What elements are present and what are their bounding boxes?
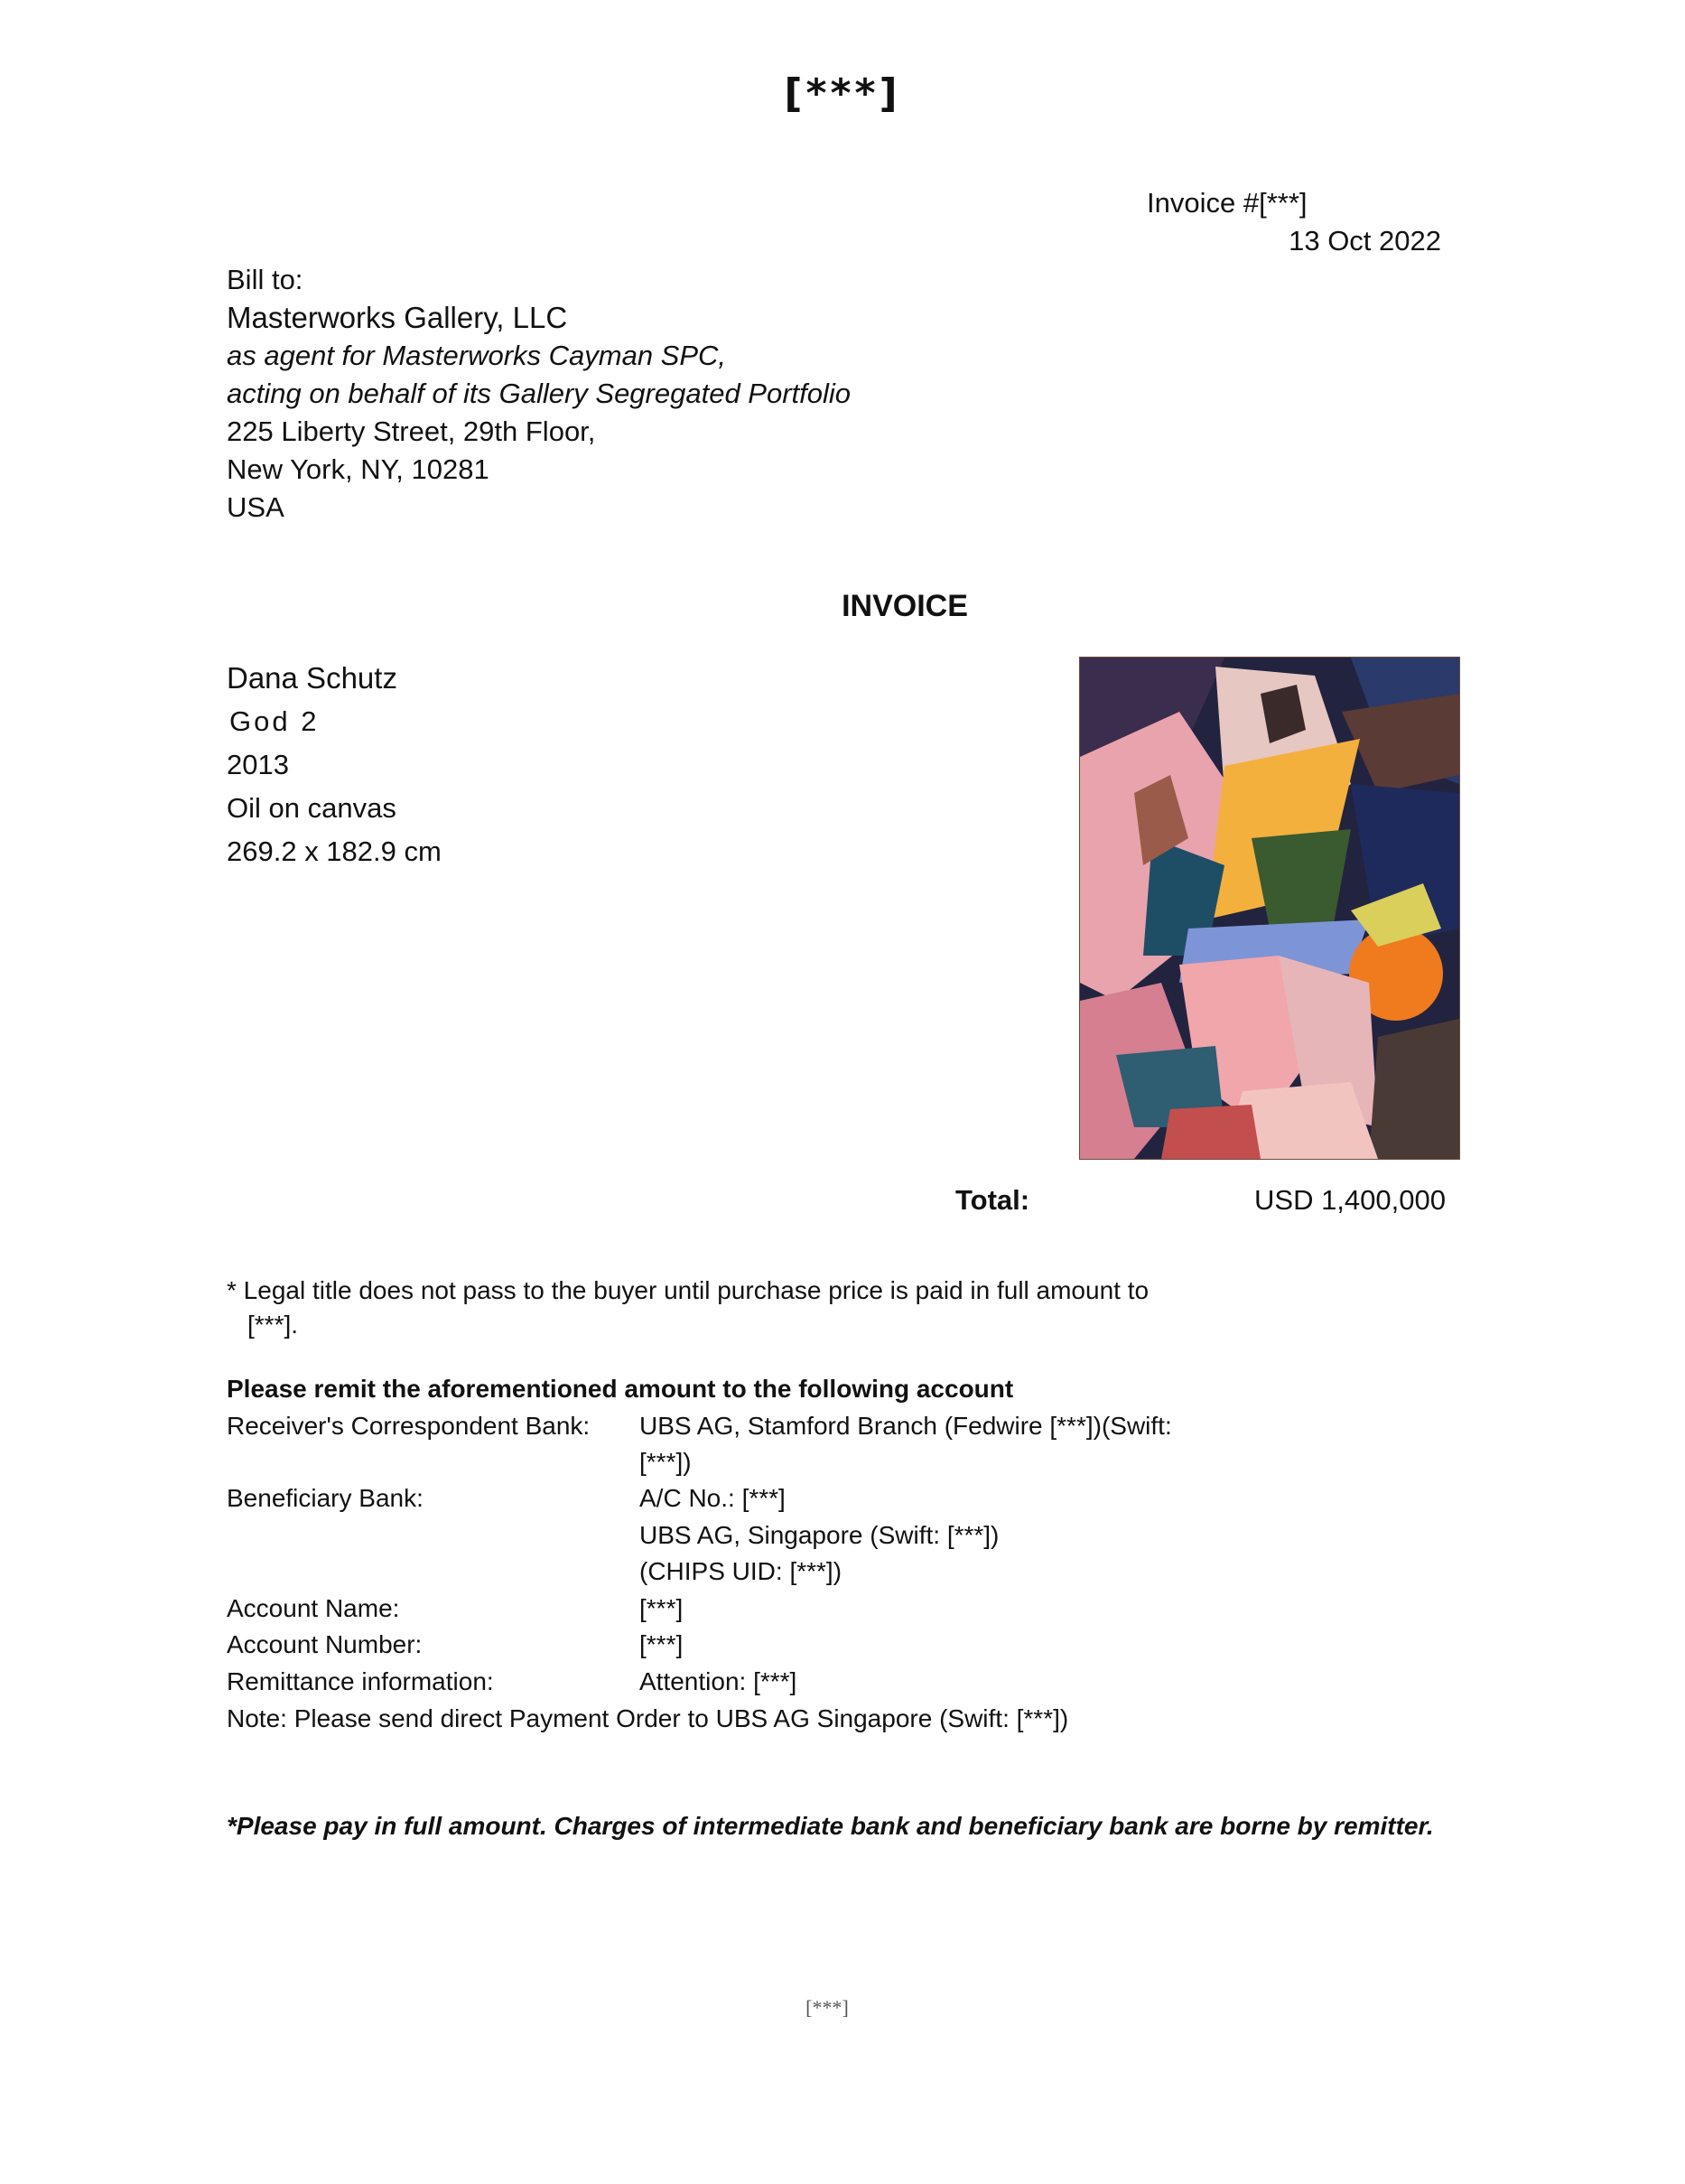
legal-note (227, 1274, 1149, 1342)
footer-redacted: [***] (805, 1996, 849, 2019)
bill-to-behalf-line: acting on behalf of its Gallery Segregated Portfolio (227, 378, 852, 409)
bill-to-company: Masterworks Gallery, LLC (227, 301, 568, 334)
total-amount: USD 1,400,000 (1254, 1184, 1446, 1216)
remittance-heading: Please remit the aforementioned amount to the following account (227, 1375, 1014, 1403)
letterhead-redacted: [***] (784, 70, 901, 117)
account-name-label: Account Name: (227, 1594, 400, 1622)
total-label: Total: (955, 1184, 1030, 1216)
beneficiary-bank-name: UBS AG, Singapore (Swift: [***]) (639, 1521, 1000, 1549)
beneficiary-bank-chips: (CHIPS UID: [***]) (639, 1557, 842, 1585)
invoice-number: Invoice #[***] (1147, 187, 1308, 219)
beneficiary-bank-label: Beneficiary Bank: (227, 1484, 424, 1512)
artwork-artist: Dana Schutz (227, 661, 397, 695)
artwork-medium: Oil on canvas (227, 792, 396, 824)
remittance-info-label: Remittance information: (227, 1667, 494, 1695)
artwork-dimensions: 269.2 x 182.9 cm (227, 835, 442, 867)
correspondent-bank-line-2: [***]) (639, 1448, 692, 1476)
bill-to-block (227, 261, 851, 527)
bill-to-label: Bill to: (227, 264, 303, 295)
artwork-details (227, 657, 442, 873)
legal-note-line-2: [***]. (247, 1311, 299, 1339)
bill-to-agent-line: as agent for Masterworks Cayman SPC, (227, 340, 727, 371)
remittance-info-value: Attention: [***] (639, 1667, 797, 1695)
artwork-title: God 2 (229, 705, 320, 737)
bill-to-street: 225 Liberty Street, 29th Floor, (227, 415, 596, 447)
legal-note-line-1: * Legal title does not pass to the buyer until purchase price is paid in full amount to (227, 1276, 1150, 1304)
payment-order-note: Note: Please send direct Payment Order to UBS AG Singapore (Swift: [***]) (227, 1704, 1069, 1732)
account-number-value: [***] (639, 1630, 684, 1658)
document-title: INVOICE (842, 589, 968, 623)
bill-to-city: New York, NY, 10281 (227, 453, 489, 485)
correspondent-bank-label: Receiver's Correspondent Bank: (227, 1412, 591, 1440)
invoice-date: 13 Oct 2022 (1289, 225, 1441, 257)
account-name-value: [***] (639, 1594, 684, 1622)
artwork-year: 2013 (227, 749, 289, 780)
correspondent-bank-line-1: UBS AG, Stamford Branch (Fedwire [***])(Swift: (639, 1412, 1172, 1440)
account-number-label: Account Number: (227, 1630, 423, 1658)
closing-note: *Please pay in full amount. Charges of intermediate bank and beneficiary bank are borne by remitter. (227, 1812, 1434, 1840)
beneficiary-bank-account: A/C No.: [***] (639, 1484, 786, 1512)
bill-to-country: USA (227, 491, 284, 523)
artwork-image (1079, 657, 1460, 1160)
